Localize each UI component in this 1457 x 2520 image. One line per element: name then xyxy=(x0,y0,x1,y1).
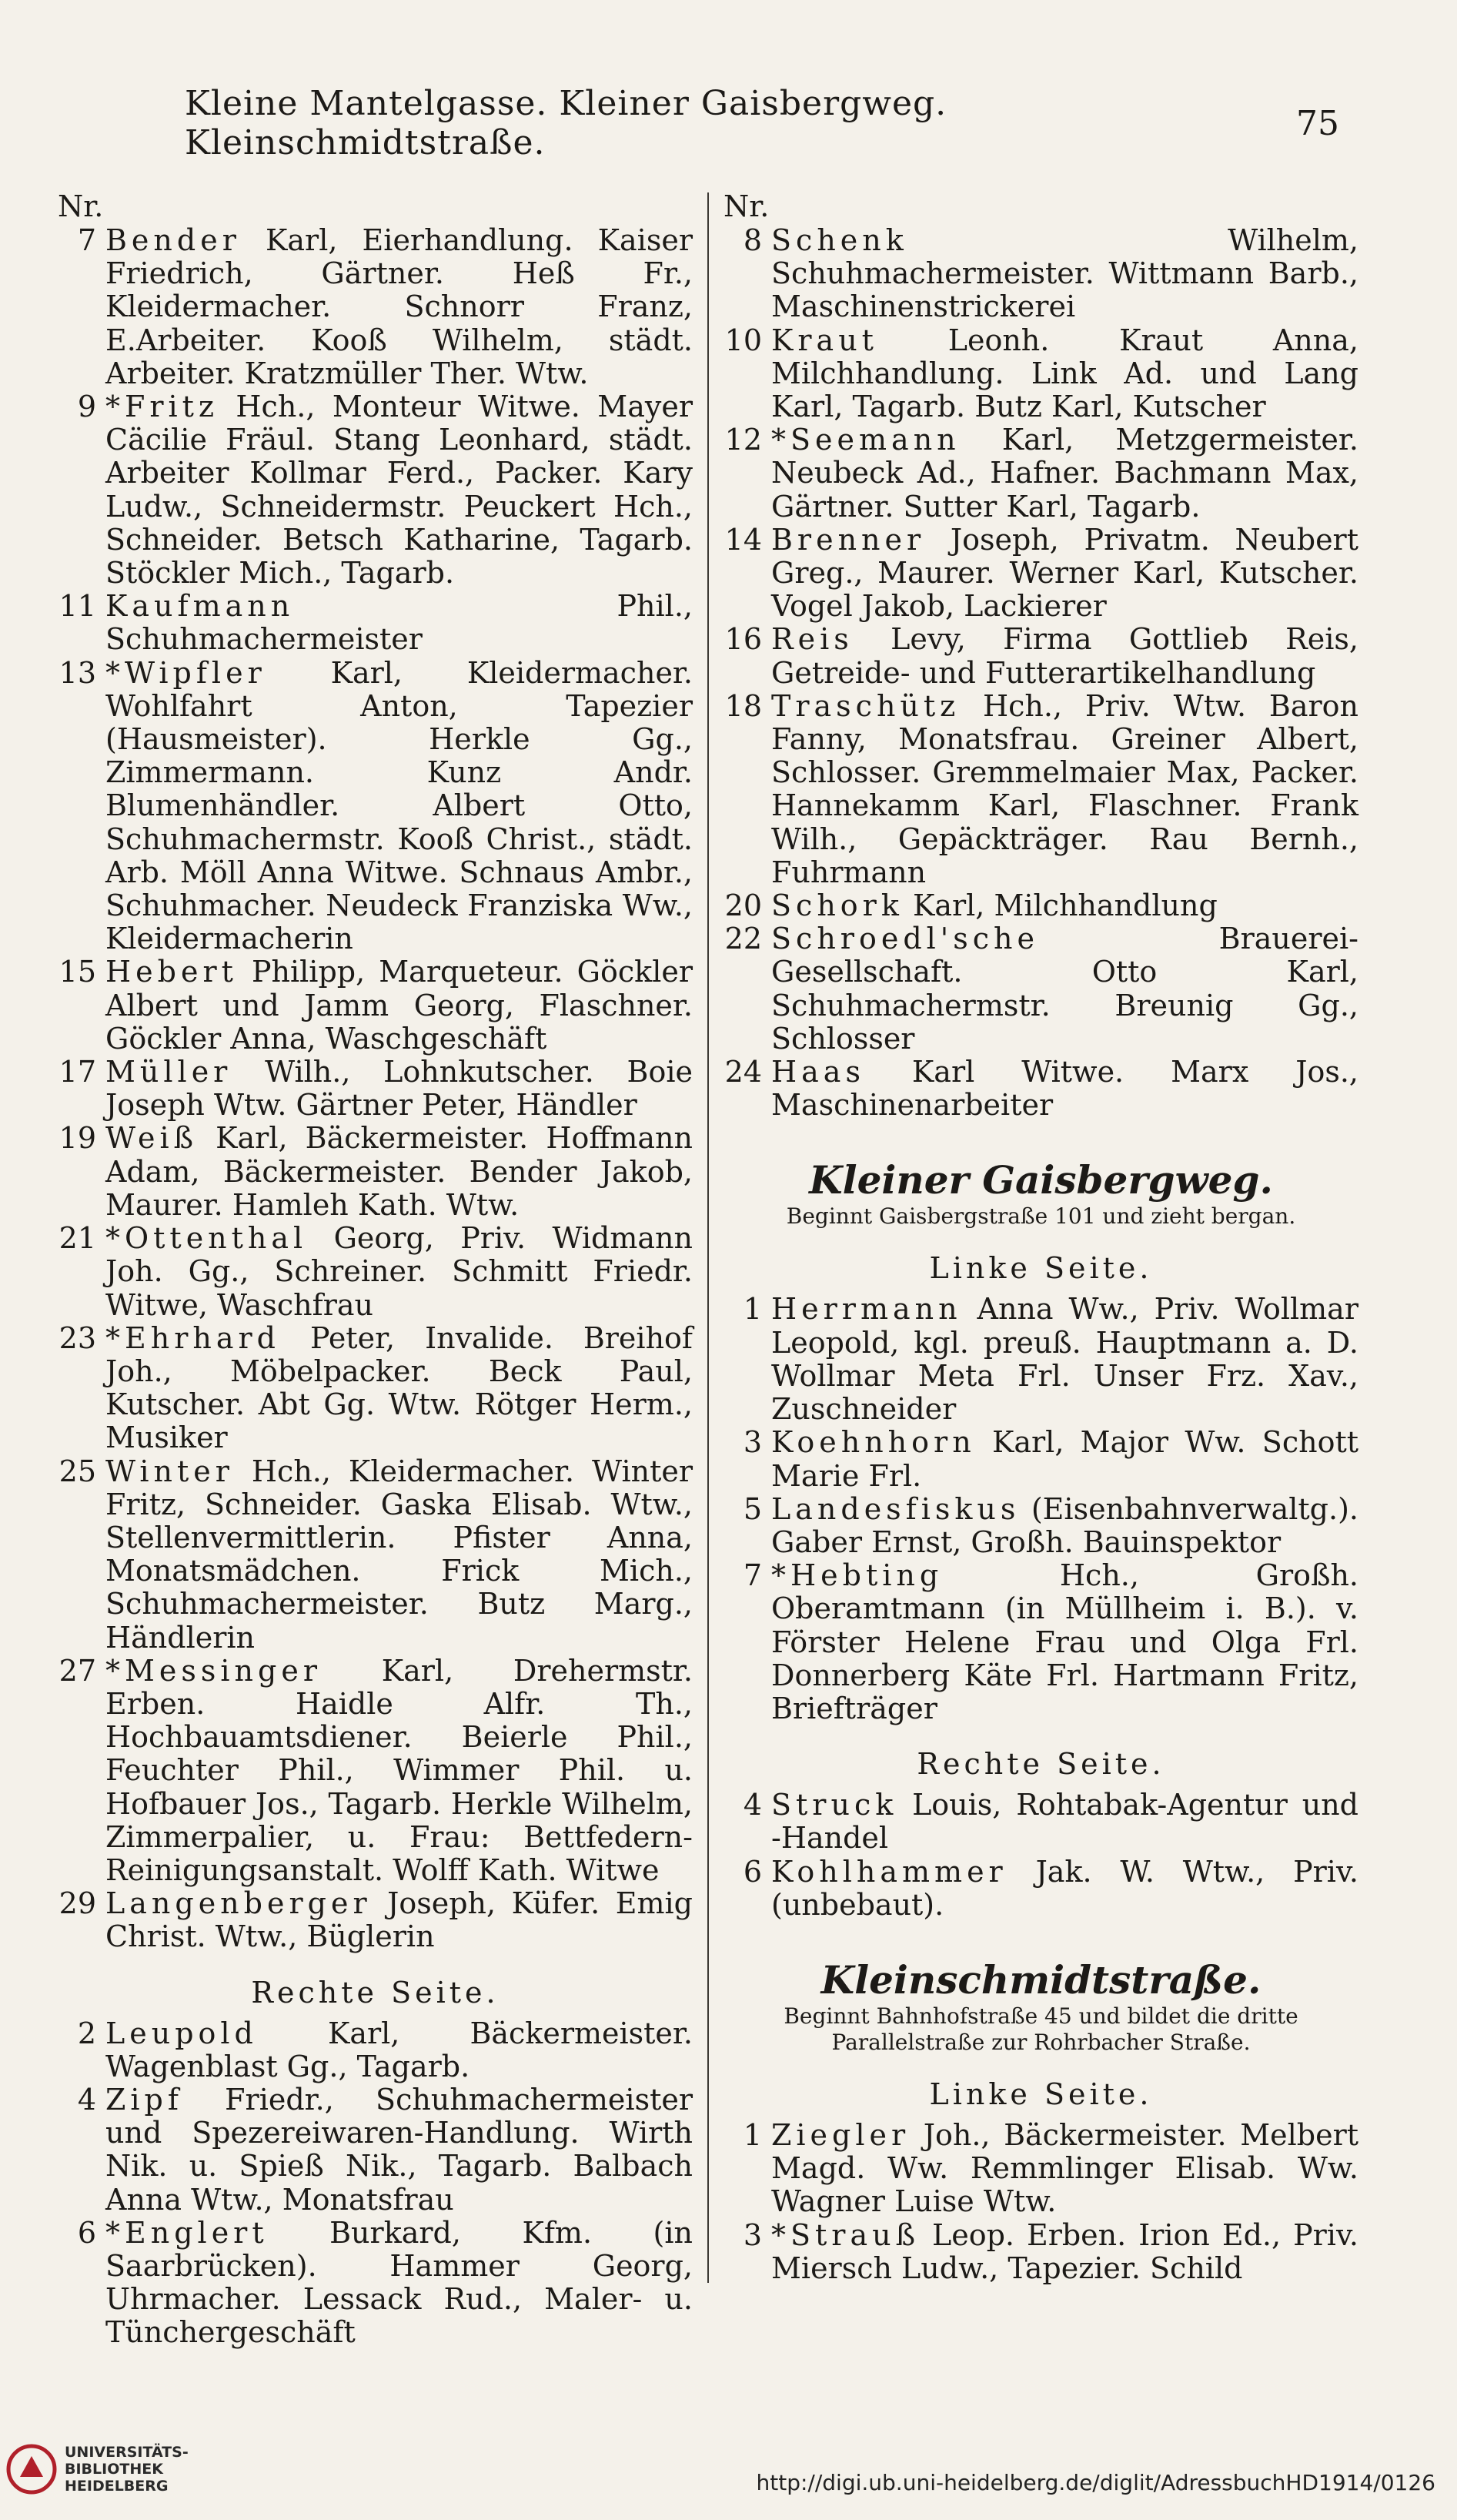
directory-entry xyxy=(723,224,1358,324)
resident-name: Leupold xyxy=(105,2016,258,2050)
left-column xyxy=(58,189,693,2350)
resident-name: Kaufmann xyxy=(105,589,295,624)
resident-name: Herrmann xyxy=(771,1292,962,1327)
directory-entry xyxy=(723,2119,1358,2219)
entry-text: Karl, Drehermstr. Erben. Haidle Alfr. Th., Hochbauamtsdiener. Beierle Phil., Feuchter Phil., Wimmer Phil. u. Hofbauer Jos., Tagarb. Herkle Wilhelm, Zimmerpalier, u. Frau: Bettfedern-Reinigungsanstalt. Wolff Kath. Witwe xyxy=(105,1653,693,1887)
left-entries xyxy=(58,224,693,1954)
directory-entry xyxy=(58,1122,693,1222)
resident-name: Müller xyxy=(105,1055,232,1089)
entry-text: Leop. Erben. Irion Ed., Priv. Miersch Ludw., Tapezier. Schild xyxy=(771,2217,1358,2285)
house-number: 23 xyxy=(58,1320,96,1355)
resident-name: *Seemann xyxy=(771,423,961,457)
house-number: 4 xyxy=(77,2082,96,2117)
street-description: Beginnt Bahnhofstraße 45 und bildet die dritte Parallelstraße zur Rohrbacher Straße. xyxy=(784,2003,1298,2055)
directory-entry xyxy=(58,1322,693,1455)
resident-name: Kraut xyxy=(771,323,878,357)
directory-entry xyxy=(723,889,1358,922)
house-number: 3 xyxy=(743,2217,762,2252)
entry-text: Leonh. Kraut Anna, Milchhandlung. Link Ad. und Lang Karl, Tagarb. Butz Karl, Kutscher xyxy=(771,323,1358,424)
right-column xyxy=(723,189,1358,2285)
house-number: 25 xyxy=(58,1454,96,1488)
resident-name: Koehnhorn xyxy=(771,1425,976,1460)
directory-entry xyxy=(723,2219,1358,2285)
house-number: 7 xyxy=(743,1558,762,1593)
directory-entry xyxy=(723,524,1358,624)
street-title-kleiner-gaisbergweg: Kleiner Gaisbergweg. xyxy=(809,1157,1273,1203)
resident-name: Kohlhammer xyxy=(771,1854,1008,1889)
entry-text: Anna Ww., Priv. Wollmar Leopold, kgl. preuß. Hauptmann a. D. Wollmar Meta Frl. Unser Frz. Xav., Zuschneider xyxy=(771,1292,1358,1427)
directory-entry xyxy=(58,657,693,956)
entry-text: Philipp, Marqueteur. Göckler Albert und Jamm Georg, Flaschner. Göckler Anna, Waschgeschäft xyxy=(105,955,693,1056)
resident-name: Haas xyxy=(771,1055,865,1089)
house-number: 16 xyxy=(724,622,762,657)
street2-left-entries xyxy=(723,2119,1358,2285)
directory-entry xyxy=(723,1856,1358,1922)
resident-name: Zipf xyxy=(105,2082,183,2117)
house-number: 3 xyxy=(743,1425,762,1460)
resident-name: *Messinger xyxy=(105,1653,322,1688)
house-number: 17 xyxy=(58,1055,96,1089)
entry-text: Karl, Milchhandlung xyxy=(903,889,1218,923)
resident-name: *Fritz xyxy=(105,390,219,424)
house-number: 27 xyxy=(58,1653,96,1688)
resident-name: Weiß xyxy=(105,1121,198,1156)
directory-entry xyxy=(58,2017,693,2083)
resident-name: Schork xyxy=(771,889,904,923)
directory-entry xyxy=(723,690,1358,889)
house-number: 1 xyxy=(743,1292,762,1327)
directory-entry xyxy=(723,324,1358,424)
directory-entry xyxy=(723,1559,1358,1725)
entry-text: Wilhelm, Schuhmachermeister. Wittmann Barb., Maschinenstrickerei xyxy=(771,223,1358,324)
street1-left-entries xyxy=(723,1293,1358,1725)
resident-name: *Englert xyxy=(105,2215,269,2250)
entry-text: Hch., Großh. Oberamtmann (in Müllheim i. B.). v. Förster Helene Frau und Olga Frl. Donnerberg Käte Frl. Hartmann Fritz, Briefträger xyxy=(771,1558,1358,1725)
side-heading-right: Rechte Seite. xyxy=(251,1975,500,2010)
directory-entry xyxy=(58,2217,693,2350)
entry-text: Hch., Priv. Wtw. Baron Fanny, Monatsfrau. Greiner Albert, Schlosser. Gremmelmaier Max, Packer. Hannekamm Karl, Flaschner. Frank Wilh., Gepäckträger. Rau Bernh., Fuhrmann xyxy=(771,688,1358,889)
library-seal-icon xyxy=(5,2442,58,2496)
directory-entry xyxy=(58,590,693,656)
directory-entry xyxy=(58,955,693,1056)
entry-text: Hch., Kleidermacher. Winter Fritz, Schneider. Gaska Elisab. Wtw., Stellenvermittlerin. Pfister Anna, Monatsmädchen. Frick Mich., Schuhmachermeister. Butz Marg., Händlerin xyxy=(105,1454,693,1655)
entry-text: Joseph, Küfer. Emig Christ. Wtw., Büglerin xyxy=(105,1886,693,1954)
column-divider xyxy=(707,192,709,2283)
resident-name: *Hebting xyxy=(771,1558,944,1593)
street1-right-entries xyxy=(723,1789,1358,1922)
entry-text: Peter, Invalide. Breihof Joh., Möbelpacker. Beck Paul, Kutscher. Abt Gg. Wtw. Rötger Herm., Musiker xyxy=(105,1320,693,1455)
house-number: 8 xyxy=(743,223,762,257)
right-entries xyxy=(723,224,1358,1122)
resident-name: Struck xyxy=(771,1788,898,1822)
entry-text: Karl, Metzgermeister. Neubeck Ad., Hafner. Bachmann Max, Gärtner. Sutter Karl, Tagarb. xyxy=(771,423,1358,524)
house-number: 2 xyxy=(77,2016,96,2050)
nr-label: Nr. xyxy=(723,189,770,223)
resident-name: Landesfiskus xyxy=(771,1491,1021,1526)
house-number: 5 xyxy=(743,1491,762,1526)
resident-name: Schroedl'sche xyxy=(771,922,1039,956)
directory-entry xyxy=(723,1426,1358,1492)
page-number: 75 xyxy=(1296,103,1339,143)
house-number: 9 xyxy=(77,390,96,424)
side-heading-left: Linke Seite. xyxy=(929,1251,1153,1286)
resident-name: Schenk xyxy=(771,223,908,257)
entry-text: Karl, Bäckermeister. Wagenblast Gg., Tagarb. xyxy=(105,2016,693,2083)
entry-text: Friedr., Schuhmachermeister und Spezereiwaren-Handlung. Wirth Nik. u. Spieß Nik., Tagarb. Balbach Anna Wtw., Monatsfrau xyxy=(105,2082,693,2217)
source-url-link[interactable]: http://digi.ub.uni-heidelberg.de/diglit/AdressbuchHD1914/0126 xyxy=(756,2470,1435,2495)
house-number: 7 xyxy=(77,223,96,257)
left-right-side-entries xyxy=(58,2017,693,2350)
resident-name: *Wipfler xyxy=(105,655,266,690)
street-title-kleinschmidtstrasse: Kleinschmidtstraße. xyxy=(820,1956,1262,2003)
resident-name: Winter xyxy=(105,1454,234,1488)
resident-name: Hebert xyxy=(105,955,238,989)
house-number: 15 xyxy=(58,955,96,989)
directory-entry xyxy=(58,1222,693,1322)
library-name: UNIVERSITÄTS- BIBLIOTHEK HEIDELBERG xyxy=(65,2444,189,2495)
directory-entry xyxy=(723,1789,1358,1855)
entry-text: Joh., Bäckermeister. Melbert Magd. Ww. Remmlinger Elisab. Ww. Wagner Luise Wtw. xyxy=(771,2117,1358,2219)
directory-entry xyxy=(58,1655,693,1887)
side-heading-right: Rechte Seite. xyxy=(917,1747,1165,1782)
side-heading-left: Linke Seite. xyxy=(929,2077,1153,2111)
entry-text: Brauerei-Gesellschaft. Otto Karl, Schuhmachermstr. Breunig Gg., Schlosser xyxy=(771,922,1358,1056)
entry-text: Jak. W. Wtw., Priv. (unbebaut). xyxy=(771,1854,1358,1922)
resident-name: Langenberger xyxy=(105,1886,372,1921)
house-number: 1 xyxy=(743,2117,762,2152)
directory-entry xyxy=(58,2083,693,2217)
resident-name: Traschütz xyxy=(771,688,961,723)
running-title: Kleine Mantelgasse. Kleiner Gaisbergweg. Kleinschmidtstraße. xyxy=(185,84,947,162)
entry-text: Hch., Monteur Witwe. Mayer Cäcilie Fräul. Stang Leonhard, städt. Arbeiter Kollmar Ferd., Packer. Kary Ludw., Schneidermstr. Peuckert Hch., Schneider. Betsch Katharine, Tagarb. Stöckler Mich., Tagarb. xyxy=(105,390,693,591)
directory-entry xyxy=(58,390,693,590)
entry-text: Karl, Eierhandlung. Kaiser Friedrich, Gärtner. Heß Fr., Kleidermacher. Schnorr Franz, E.Arbeiter. Kooß Wilhelm, städt. Arbeiter. Kratzmüller Ther. Wtw. xyxy=(105,223,693,390)
house-number: 29 xyxy=(58,1886,96,1921)
house-number: 22 xyxy=(724,922,762,956)
resident-name: *Strauß xyxy=(771,2217,920,2252)
directory-entry xyxy=(723,1293,1358,1426)
resident-name: Bender xyxy=(105,223,241,257)
house-number: 12 xyxy=(724,423,762,457)
entry-text: Louis, Rohtabak-Agentur und -Handel xyxy=(771,1788,1358,1856)
resident-name: Brenner xyxy=(771,522,926,557)
resident-name: *Ottenthal xyxy=(105,1221,308,1256)
house-number: 21 xyxy=(58,1221,96,1256)
entry-text: Phil., Schuhmachermeister xyxy=(105,589,693,657)
house-number: 6 xyxy=(77,2215,96,2250)
nr-label: Nr. xyxy=(58,189,104,223)
house-number: 10 xyxy=(724,323,762,357)
house-number: 19 xyxy=(58,1121,96,1156)
house-number: 4 xyxy=(743,1788,762,1822)
entry-text: Levy, Firma Gottlieb Reis, Getreide- und Futterartikelhandlung xyxy=(771,622,1358,690)
house-number: 11 xyxy=(58,589,96,624)
house-number: 20 xyxy=(724,889,762,923)
directory-entry xyxy=(723,922,1358,1056)
directory-entry xyxy=(58,1455,693,1655)
directory-entry xyxy=(723,1493,1358,1559)
house-number: 24 xyxy=(724,1055,762,1089)
resident-name: Reis xyxy=(771,622,854,657)
directory-entry xyxy=(723,423,1358,524)
resident-name: Ziegler xyxy=(771,2117,911,2152)
entry-text: Burkard, Kfm. (in Saarbrücken). Hammer Georg, Uhrmacher. Lessack Rud., Maler- u. Tünchergeschäft xyxy=(105,2215,693,2350)
directory-entry xyxy=(723,623,1358,689)
directory-entry xyxy=(58,1056,693,1122)
library-logo xyxy=(5,2435,212,2504)
page-header xyxy=(185,84,1339,162)
resident-name: *Ehrhard xyxy=(105,1320,280,1355)
directory-entry xyxy=(723,1056,1358,1122)
entry-text: (Eisenbahnverwaltg.). Gaber Ernst, Großh. Bauinspektor xyxy=(771,1491,1358,1559)
entry-text: Wilh., Lohnkutscher. Boie Joseph Wtw. Gärtner Peter, Händler xyxy=(105,1055,693,1123)
house-number: 13 xyxy=(58,655,96,690)
house-number: 14 xyxy=(724,522,762,557)
entry-text: Karl, Major Ww. Schott Marie Frl. xyxy=(771,1425,1358,1493)
house-number: 18 xyxy=(724,688,762,723)
street-description: Beginnt Gaisbergstraße 101 und zieht bergan. xyxy=(786,1203,1296,1230)
house-number: 6 xyxy=(743,1854,762,1889)
directory-entry xyxy=(58,1887,693,1953)
entry-text: Karl, Kleidermacher. Wohlfahrt Anton, Tapezier (Hausmeister). Herkle Gg., Zimmermann. Kunz Andr. Blumenhändler. Albert Otto, Schuhmachermstr. Kooß Christ., städt. Arb. Möll Anna Witwe. Schnaus Ambr., Schuhmacher. Neudeck Franziska Ww., Kleidermacherin xyxy=(105,655,693,956)
entry-text: Joseph, Privatm. Neubert Greg., Maurer. Werner Karl, Kutscher. Vogel Jakob, Lackierer xyxy=(771,522,1358,624)
directory-entry xyxy=(58,224,693,390)
entry-text: Georg, Priv. Widmann Joh. Gg., Schreiner. Schmitt Friedr. Witwe, Waschfrau xyxy=(105,1221,693,1322)
entry-text: Karl, Bäckermeister. Hoffmann Adam, Bäckermeister. Bender Jakob, Maurer. Hamleh Kath. Wtw. xyxy=(105,1121,693,1222)
entry-text: Karl Witwe. Marx Jos., Maschinenarbeiter xyxy=(771,1055,1358,1123)
